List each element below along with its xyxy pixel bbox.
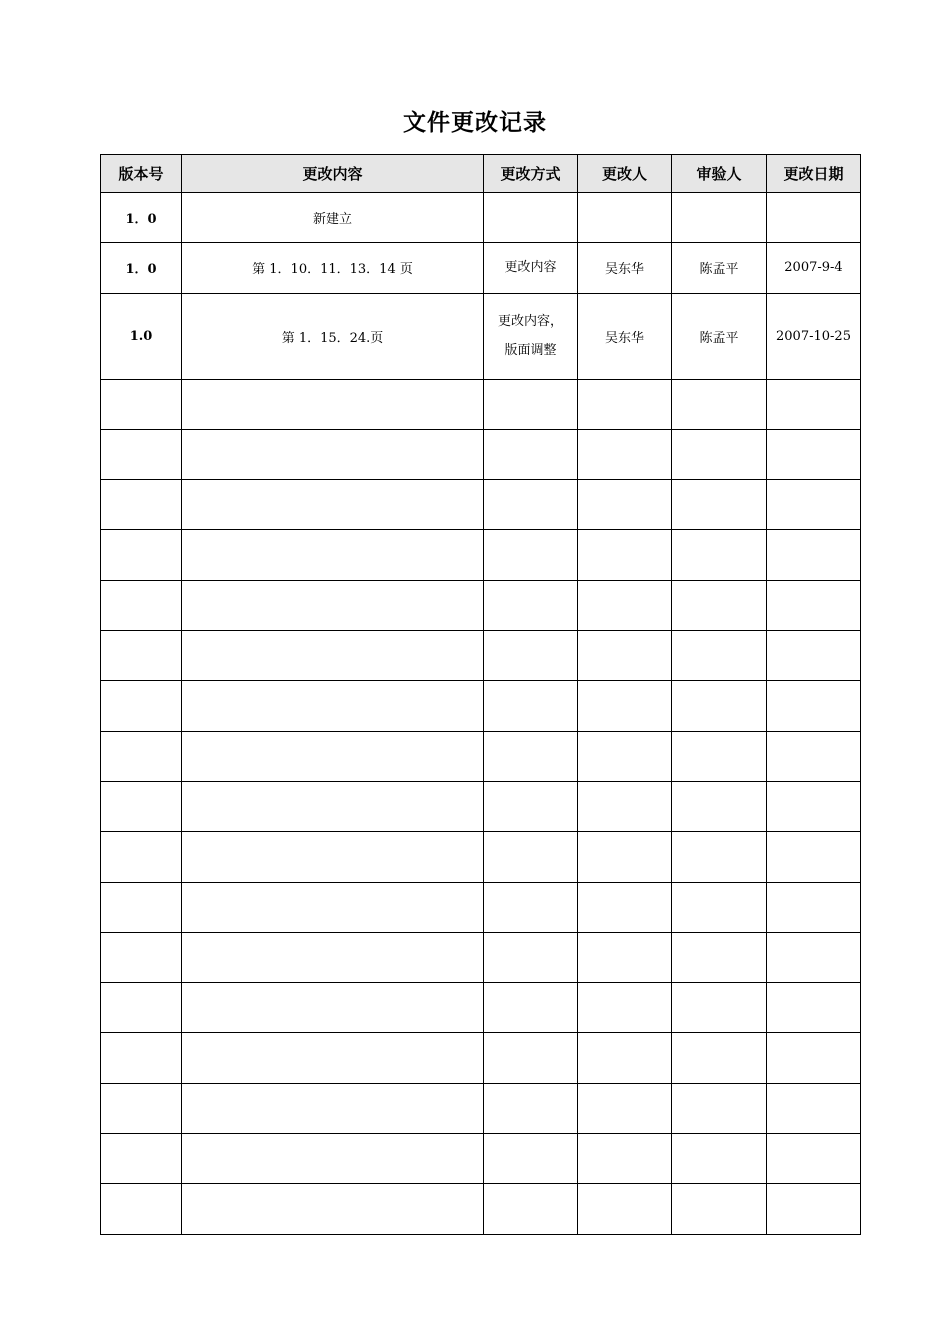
cell-version-empty — [101, 932, 182, 982]
header-reviewer: 审验人 — [672, 155, 767, 193]
cell-content-empty — [182, 1134, 484, 1184]
cell-reviewer-empty — [672, 832, 767, 882]
cell-method-empty — [484, 781, 578, 831]
cell-content-empty — [182, 781, 484, 831]
cell-reviewer-empty — [672, 882, 767, 932]
cell-date-empty — [767, 1083, 861, 1133]
cell-reviewer-empty — [672, 781, 767, 831]
cell-date-empty — [767, 932, 861, 982]
cell-reviewer: 陈孟平 — [672, 293, 767, 379]
cell-changer-empty — [578, 1083, 672, 1133]
cell-content: 第 1．15．24.页 — [182, 293, 484, 379]
cell-date-empty — [767, 781, 861, 831]
cell-content-empty — [182, 530, 484, 580]
cell-method-empty — [484, 932, 578, 982]
cell-reviewer-empty — [672, 681, 767, 731]
cell-version-empty — [101, 530, 182, 580]
cell-content-empty — [182, 681, 484, 731]
table-body — [101, 193, 861, 1235]
cell-method-empty — [484, 429, 578, 479]
cell-date-empty — [767, 832, 861, 882]
cell-reviewer — [672, 193, 767, 243]
cell-version-empty — [101, 580, 182, 630]
cell-version-empty — [101, 480, 182, 530]
cell-changer-empty — [578, 932, 672, 982]
cell-method: 更改内容，版面调整 — [484, 293, 578, 379]
empty-row — [101, 1184, 861, 1234]
cell-reviewer-empty — [672, 379, 767, 429]
header-date: 更改日期 — [767, 155, 861, 193]
table-row — [101, 243, 861, 293]
cell-date-empty — [767, 1033, 861, 1083]
cell-version-empty — [101, 882, 182, 932]
empty-row — [101, 932, 861, 982]
cell-changer-empty — [578, 580, 672, 630]
cell-content-empty — [182, 1033, 484, 1083]
cell-reviewer-empty — [672, 983, 767, 1033]
empty-row — [101, 1083, 861, 1133]
cell-content-empty — [182, 882, 484, 932]
cell-changer-empty — [578, 530, 672, 580]
table-row — [101, 193, 861, 243]
cell-method: 更改内容 — [484, 243, 578, 293]
cell-content-empty — [182, 631, 484, 681]
cell-content-empty — [182, 580, 484, 630]
cell-method-empty — [484, 731, 578, 781]
cell-version-empty — [101, 631, 182, 681]
cell-changer-empty — [578, 631, 672, 681]
cell-changer-empty — [578, 882, 672, 932]
cell-method-empty — [484, 1184, 578, 1234]
cell-reviewer: 陈孟平 — [672, 243, 767, 293]
cell-date-empty — [767, 480, 861, 530]
cell-content-empty — [182, 832, 484, 882]
cell-version-empty — [101, 983, 182, 1033]
cell-method-empty — [484, 1083, 578, 1133]
cell-date-empty — [767, 429, 861, 479]
header-method: 更改方式 — [484, 155, 578, 193]
cell-method-empty — [484, 882, 578, 932]
cell-changer-empty — [578, 379, 672, 429]
cell-changer-empty — [578, 731, 672, 781]
cell-method-empty — [484, 1033, 578, 1083]
cell-version: 1．0 — [101, 243, 182, 293]
table-row — [101, 293, 861, 379]
cell-content-empty — [182, 983, 484, 1033]
cell-date — [767, 193, 861, 243]
cell-method-empty — [484, 832, 578, 882]
cell-reviewer-empty — [672, 580, 767, 630]
cell-date: 2007-9-4 — [767, 243, 861, 293]
cell-date-empty — [767, 882, 861, 932]
cell-date-empty — [767, 379, 861, 429]
cell-changer — [578, 193, 672, 243]
cell-version-empty — [101, 429, 182, 479]
cell-content-empty — [182, 429, 484, 479]
header-changer: 更改人 — [578, 155, 672, 193]
cell-method-empty — [484, 631, 578, 681]
change-log-table — [100, 154, 861, 1235]
empty-row — [101, 530, 861, 580]
empty-row — [101, 429, 861, 479]
cell-changer-empty — [578, 1134, 672, 1184]
cell-reviewer-empty — [672, 1184, 767, 1234]
cell-content-empty — [182, 932, 484, 982]
cell-version: 1.0 — [101, 293, 182, 379]
cell-date-empty — [767, 681, 861, 731]
cell-changer: 吴东华 — [578, 243, 672, 293]
cell-date-empty — [767, 1134, 861, 1184]
cell-content-empty — [182, 1083, 484, 1133]
cell-content: 新建立 — [182, 193, 484, 243]
cell-reviewer-empty — [672, 480, 767, 530]
cell-version-empty — [101, 1184, 182, 1234]
empty-row — [101, 1134, 861, 1184]
document-title: 文件更改记录 — [403, 110, 547, 136]
cell-reviewer-empty — [672, 1134, 767, 1184]
cell-method-empty — [484, 580, 578, 630]
cell-version-empty — [101, 832, 182, 882]
cell-content-empty — [182, 480, 484, 530]
empty-row — [101, 983, 861, 1033]
cell-changer: 吴东华 — [578, 293, 672, 379]
cell-date-empty — [767, 580, 861, 630]
empty-row — [101, 379, 861, 429]
cell-reviewer-empty — [672, 932, 767, 982]
cell-version-empty — [101, 379, 182, 429]
cell-changer-empty — [578, 429, 672, 479]
cell-date-empty — [767, 1184, 861, 1234]
cell-reviewer-empty — [672, 429, 767, 479]
cell-changer-empty — [578, 983, 672, 1033]
empty-row — [101, 731, 861, 781]
cell-method-empty — [484, 983, 578, 1033]
cell-method-empty — [484, 1134, 578, 1184]
cell-version-empty — [101, 681, 182, 731]
cell-method — [484, 193, 578, 243]
cell-version-empty — [101, 1134, 182, 1184]
cell-date-empty — [767, 631, 861, 681]
cell-date-empty — [767, 530, 861, 580]
header-version: 版本号 — [101, 155, 182, 193]
empty-row — [101, 832, 861, 882]
cell-version-empty — [101, 731, 182, 781]
cell-changer-empty — [578, 681, 672, 731]
empty-row — [101, 631, 861, 681]
cell-content-empty — [182, 731, 484, 781]
empty-row — [101, 781, 861, 831]
cell-content-empty — [182, 1184, 484, 1234]
cell-content: 第 1．10．11．13．14 页 — [182, 243, 484, 293]
cell-method-empty — [484, 530, 578, 580]
cell-date-empty — [767, 731, 861, 781]
cell-reviewer-empty — [672, 1083, 767, 1133]
cell-changer-empty — [578, 781, 672, 831]
empty-row — [101, 480, 861, 530]
cell-reviewer-empty — [672, 631, 767, 681]
cell-version-empty — [101, 781, 182, 831]
empty-row — [101, 882, 861, 932]
cell-changer-empty — [578, 832, 672, 882]
cell-version: 1．0 — [101, 193, 182, 243]
cell-changer-empty — [578, 1033, 672, 1083]
cell-method-empty — [484, 480, 578, 530]
cell-content-empty — [182, 379, 484, 429]
empty-row — [101, 580, 861, 630]
header-content: 更改内容 — [182, 155, 484, 193]
cell-date: 2007-10-25 — [767, 293, 861, 379]
cell-version-empty — [101, 1083, 182, 1133]
cell-method-empty — [484, 379, 578, 429]
cell-reviewer-empty — [672, 530, 767, 580]
cell-changer-empty — [578, 480, 672, 530]
empty-row — [101, 1033, 861, 1083]
cell-reviewer-empty — [672, 1033, 767, 1083]
header-row — [101, 155, 861, 193]
cell-changer-empty — [578, 1184, 672, 1234]
cell-date-empty — [767, 983, 861, 1033]
cell-version-empty — [101, 1033, 182, 1083]
cell-reviewer-empty — [672, 731, 767, 781]
empty-row — [101, 681, 861, 731]
cell-method-empty — [484, 681, 578, 731]
